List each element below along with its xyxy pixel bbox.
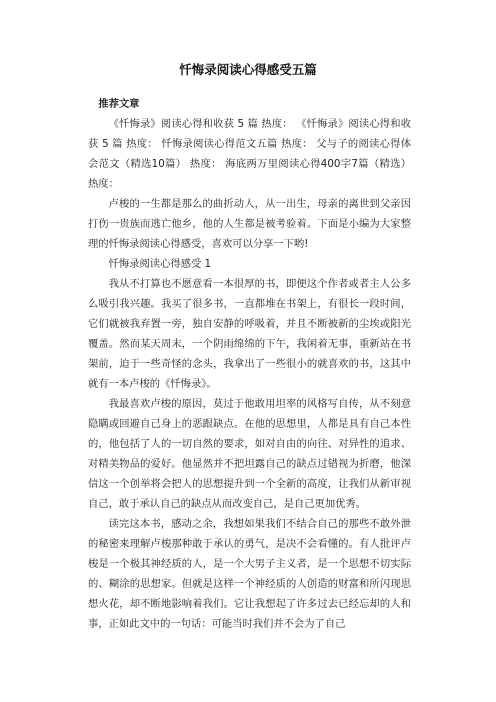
subheading: 忏悔录阅读心得感受 1 bbox=[108, 258, 212, 270]
document-body bbox=[88, 94, 411, 634]
body-paragraph-2: 我最喜欢卢梭的原因，莫过于他敢用坦率的风格写自传，从不刻意隐瞒或回避自己身上的恶跟缺点。在他的思想里，人都是具有自己本性的，他包括了人的一切自然的要求，如对自由的向往、对异性的追求、对精美物品的爱好。他显然并不把坦露自己的缺点过错视为折磨，他深信这一个创举将会把人的思想提升到一个全新的高度，让我们从新审视自己，敢于承认自己的缺点从而改变自己，是自己更加优秀。 bbox=[88, 398, 411, 510]
body-paragraph-3: 读完这本书，感动之余，我想如果我们不结合自己的那些不敢外泄的秘密来理解卢梭那种敢于承认的勇气，是决不会看懂的。有人批评卢梭是一个极其神经质的人，是一个大男子主义者，是一个思想不切实际的、糊涂的思想家。但就是这样一个神经质的人创造的财富和所闪现思想火花，却不断地影响着我们。它让我想起了许多过去已经忘却的人和事，正如此文中的一句话：可能当时我们并不会为了自己 bbox=[88, 518, 411, 630]
section-heading: 推荐文章 bbox=[98, 98, 140, 110]
document-title: 忏悔录阅读心得感受五篇 bbox=[179, 62, 317, 77]
recommended-articles: 《忏悔录》阅读心得和收获 5 篇 热度： 《忏悔录》阅读心得和收获 5 篇 热度： 忏悔录阅读心得范文五篇 热度： 父与子的阅读心得体会范文（精选10篇） 热度： 海底两万里阅读心得400字7篇（精选） 热度： bbox=[88, 118, 411, 190]
intro-paragraph: 卢梭的一生都是那么的曲折动人，从一出生，母亲的离世到父亲因打伤一贵族而逃亡他乡，他的人生都是被考验着。下面是小编为大家整理的忏悔录阅读心得感受，喜欢可以分享一下哟! bbox=[88, 198, 411, 250]
body-paragraph-1: 我从不打算也不愿意看一本很厚的书，即便这个作者或者主人公多么吸引我兴趣。我买了很多书，一直都堆在书架上，有很长一段时间，它们就被我弃置一旁，独自安静的呼吸着，并且不断被新的尘埃或阳光覆盖。然而某天周末，一个阴雨绵绵的下午，我闲着无事，重新站在书架前，迫于一些奇怪的念头，我拿出了一些很小的就喜欢的书，这其中就有一本卢梭的《忏悔录》。 bbox=[88, 278, 411, 390]
